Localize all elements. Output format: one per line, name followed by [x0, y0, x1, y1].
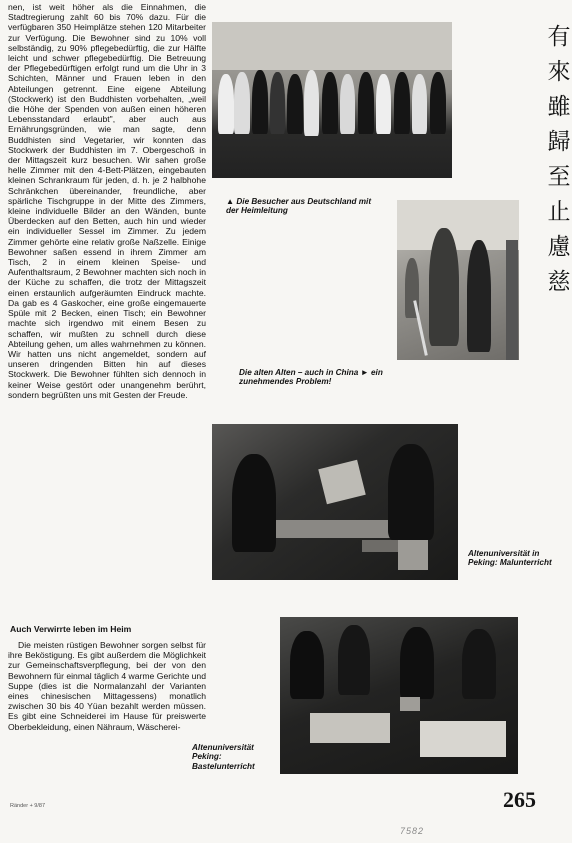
caption-elderly: Die alten Alten – auch in China ► ein zunehmendes Problem!: [239, 368, 383, 387]
cjk-char: 來: [547, 59, 571, 85]
section-text-column: [8, 640, 206, 732]
main-paragraph: nen, ist weit höher als die Einnahmen, die Stadtregierung zahlt 60 bis 70% dazu. Für die verfügbaren 350 Heimplätze stehen 120 Mitarbeiter zur Verfügung. Die Bewohner sind zu 10% voll selbständig, zu 90% pflegebedürftig, die zur Hälfte leicht und schwer pflegebedürftig. Die Betreuung der Pflegebedürftigen erfolgt rund um die Uhr in 3 Schichten, Männer und Frauen leben in den Abteilungen getrennt. Eine eigene Abteilung (Stockwerk) ist den Buddhisten vorbehalten, „weil die Höhe der Spenden von außen einen höheren Lebensstandard erlaubt", aber auch aus Ernährungsgründen, wie man sagte, denn Buddhisten sind Vegetarier, wir konnten das Stockwerk der Buddhisten im 7. Obergeschoß in der Mittagszeit kurz besuchen. Wir sahen große helle Zimmer mit den 4-Bett-Plätzen, eingebauten kleinen Schrankraum für jeden, d. h. je 2 halbhohe Schränkchen übereinander, freundliche, aber spärliche Tischgruppe in der Mitte des Zimmers, kleine individuelle Bilder an den Wänden, bunte Überdecken auf den Betten, auch hin und wieder ein individueller Sessel im Zimmer. Zu jedem Zimmer gehörte eine relativ große Naßzelle. Einige Bewohner saßen essend in ihrem Zimmer am Tisch, 2 in einem kleinen Speise- und Aufenthaltsraum, 2 Bewohner machten sich noch in der Küche zu schaffen, die trotz der Mittagszeit einen erstaunlich aufgeräumten Eindruck machte. Da gab es 4 Gaskocher, eine große eingemauerte Spüle mit 2 Becken, einen Tisch; ein Bewohner machte sich irgendwo mit einem Besen zu schaffen, wir mußten zu schnell durch diese Abteilung gehen, um alles wahrnehmen zu können. Wir hatten uns nicht angemeldet, sondern auf unseren dringenden Bitten hin auf dieses Stockwerk. Die Bewohner fühlten sich dennoch in keiner Weise gestört oder unangenehm berührt, sondern begrüßten uns mit Gesten der Freude.: [8, 2, 206, 400]
photo-craft-class: [280, 617, 518, 774]
footer-note: Ränder + 9/87: [10, 803, 46, 809]
cjk-vertical-text: [547, 20, 571, 300]
page-number: 265: [503, 787, 536, 812]
main-text-column: [8, 2, 206, 400]
photo-elderly-walking: [397, 200, 519, 360]
section-heading: Auch Verwirrte leben im Heim: [10, 624, 132, 634]
caption-painting: Altenuniversität in Peking: Malunterricht: [468, 549, 552, 568]
cjk-char: 有: [547, 24, 571, 50]
caption-visitors: ▲ Die Besucher aus Deutschland mit der Heimleitung: [226, 197, 372, 216]
cjk-char: 歸: [547, 129, 571, 155]
photo-visitors-group: [212, 22, 452, 178]
archive-stamp: 7582: [400, 826, 425, 836]
cjk-char: 止: [547, 199, 571, 225]
photo-painting-class: [212, 424, 458, 580]
photo-side-strip: [506, 240, 518, 360]
cjk-char: 至: [547, 164, 571, 190]
section-paragraph: Die meisten rüstigen Bewohner sorgen selbst für ihre Beköstigung. Es gibt außerdem die Möglichkeit zur Gemeinschaftsverpflegung, bei der von den Bewohnern für einmal täglich 4 warme Gerichte und Suppe (dies ist die Normalanzahl der Varianten eines chinesischen Mittagessens) monatlich zwischen 30 bis 40 Yüan bezahlt werden müssen. Es gibt eine Schneiderei im Hause für preiswerte Oberbekleidung, einen Nähraum, Wäscherei-: [8, 640, 206, 732]
cjk-char: 慮: [547, 234, 571, 260]
cjk-char: 雖: [547, 94, 571, 120]
cjk-char: 慈: [547, 269, 571, 295]
caption-craft: Altenuniversität Peking: Bastelunterricht: [192, 743, 255, 771]
